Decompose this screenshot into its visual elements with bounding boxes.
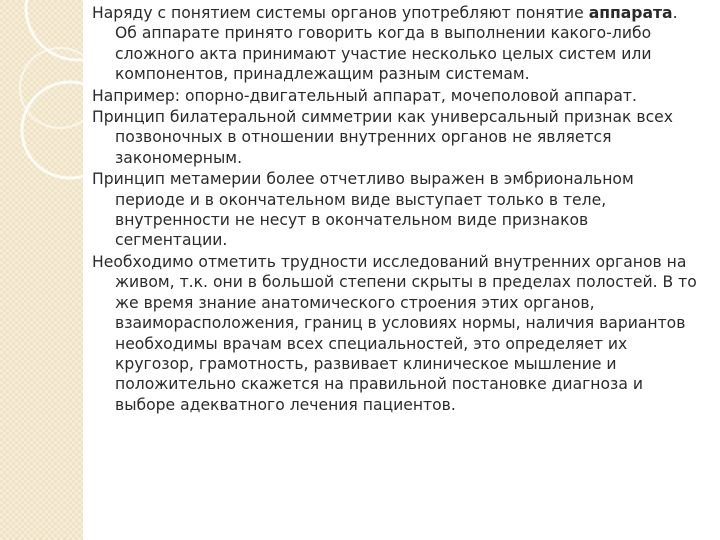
paragraph-text: . Об аппарате принято говорить когда в выполнении какого-либо сложного акта принимают участие несколько целых систем или компонентов, принадлежащим разным системам.	[115, 4, 678, 84]
paragraph-metamerism: Принцип метамерии более отчетливо выражен в эмбриональном периоде и в окончательном виде выступает только в теле, внутренности не несут в окончательном виде признаков сегментации.	[92, 170, 634, 250]
paragraph-research-difficulties: Необходимо отметить трудности исследований внутренних органов на живом, т.к. они в большой степени скрыты в пределах полостей. В то же время знание анатомического строения этих органов, взаиморасположения, границ в условиях нормы, наличия вариантов необходимы врачам всех специальностей, это определяет их кругозор, грамотность, развивает клиническое мышление и положительно скажется на правильной постановке диагноза и выборе адекватного лечения пациентов.	[92, 252, 697, 414]
decorative-circles-icon	[0, 0, 83, 540]
term-apparatus: аппарата	[588, 4, 673, 22]
paragraph-text: Наряду с понятием системы органов употребляют понятие	[92, 4, 589, 22]
paragraph-example: Например: опорно-двигательный аппарат, мочеполовой аппарат.	[92, 86, 637, 105]
slide-body	[92, 3, 704, 416]
paragraph-bilateral-symmetry: Принцип билатеральной симметрии как универсальный признак всех позвоночных в отношении внутренних органов не является закономерным.	[92, 108, 673, 167]
paragraph-apparatus	[92, 3, 704, 85]
decorative-side-band	[0, 0, 83, 540]
